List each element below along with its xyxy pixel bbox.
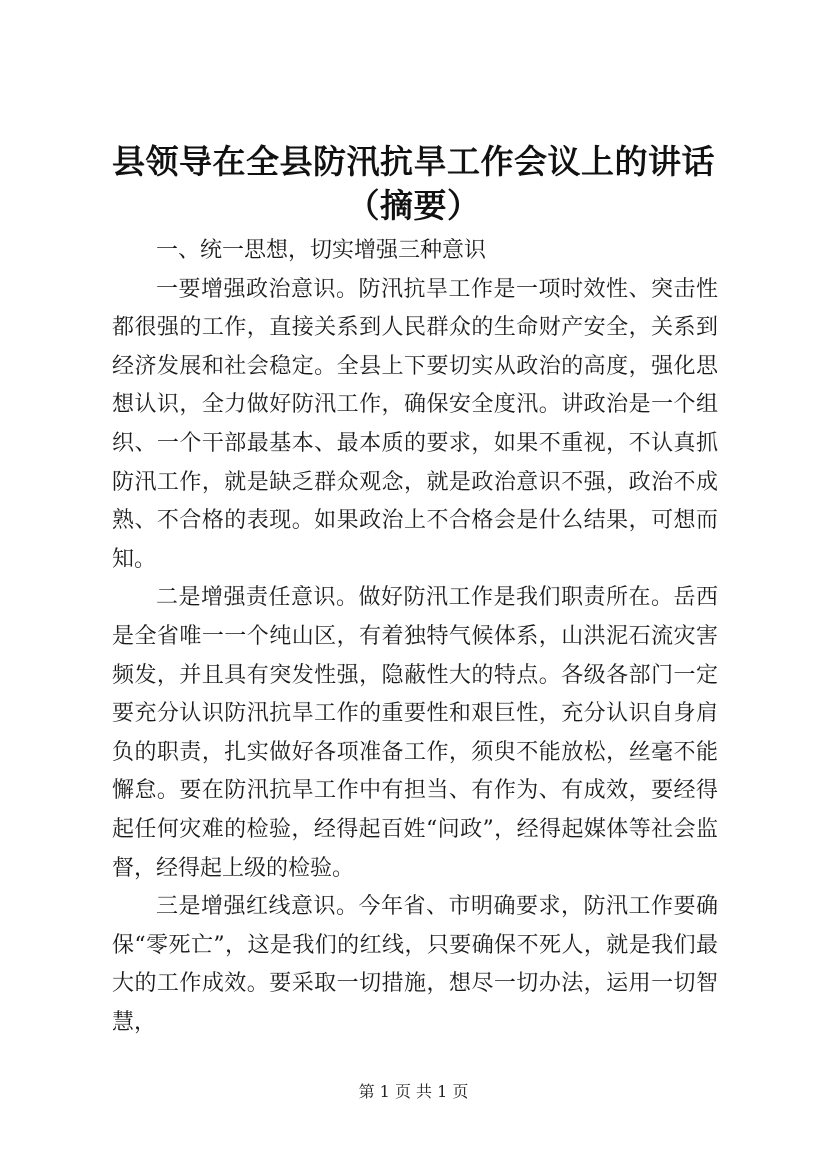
paragraph-redline-awareness: 三是增强红线意识。今年省、市明确要求，防汛工作要确保“零死亡”，这是我们的红线，只要确保不死人，就是我们最大的工作成效。要采取一切措施，想尽一切办法，运用一切智慧， — [112, 894, 718, 1035]
paragraph-responsibility-awareness: 二是增强责任意识。做好防汛工作是我们职责所在。岳西是全省唯一一个纯山区，有着独特气候体系，山洪泥石流灾害频发，并且具有突发性强，隐蔽性大的特点。各级各部门一定要充分认识防汛抗旱工作的重要性和艰巨性，充分认识自身肩负的职责，扎实做好各项准备工作，须臾不能放松，丝毫不能懈怠。要在防汛抗旱工作中有担当、有作为、有成效，要经得起任何灾难的检验，经得起百姓“问政”，经得起媒体等社会监督，经得起上级的检验。 — [112, 585, 718, 881]
section-heading: 一、统一思想，切实增强三种意识 — [156, 238, 487, 263]
document-body — [112, 232, 718, 1042]
paragraph-political-awareness: 一要增强政治意识。防汛抗旱工作是一项时效性、突击性都很强的工作，直接关系到人民群众的生命财产安全，关系到经济发展和社会稳定。全县上下要切实从政治的高度，强化思想认识，全力做好防汛工作，确保安全度汛。讲政治是一个组织、一个干部最基本、最本质的要求，如果不重视，不认真抓防汛工作，就是缺乏群众观念，就是政治意识不强，政治不成熟、不合格的表现。如果政治上不合格会是什么结果，可想而知。 — [112, 276, 718, 572]
document-title: 县领导在全县防汛抗旱工作会议上的讲话（摘要） — [112, 142, 715, 225]
page-footer: 第 1 页 共 1 页 — [358, 1082, 469, 1101]
